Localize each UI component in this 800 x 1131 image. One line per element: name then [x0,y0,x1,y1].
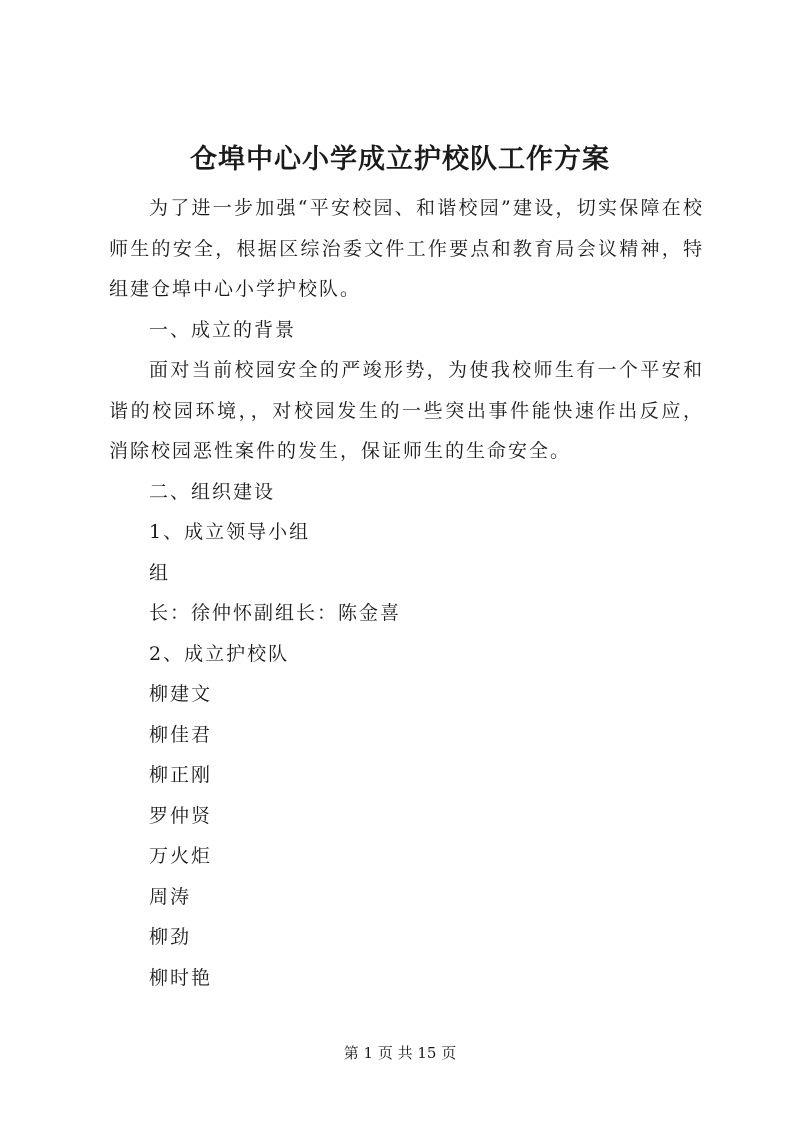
document-title: 仓埠中心小学成立护校队工作方案 [190,144,610,175]
member-name: 万火炬 [149,845,213,867]
leadership-line-2: 长：徐仲怀副组长：陈金喜 [149,602,402,624]
subheading-patrol-team: 2、成立护校队 [149,642,290,665]
member-name: 柳时艳 [149,966,213,989]
member-name: 柳正刚 [149,764,213,786]
document-body [109,188,704,998]
member-name: 罗仲贤 [149,804,213,827]
section-heading-background: 一、成立的背景 [149,318,297,341]
background-paragraph: 面对当前校园安全的严竣形势，为使我校师生有一个平安和谐的校园环境，，对校园发生的一些突出事件能快速作出反应，消除校园恶性案件的发生，保证师生的生命安全。 [109,359,704,462]
page-footer [0,1043,800,1063]
member-name: 周涛 [149,885,192,908]
member-name: 柳建文 [149,683,213,705]
intro-paragraph: 为了进一步加强“平安校园、和谐校园”建设，切实保障在校师生的安全，根据区综治委文件工作要点和教育局会议精神，特组建仓埠中心小学护校队。 [109,197,704,300]
leadership-line-1: 组 [149,561,171,584]
member-name: 柳佳君 [149,723,213,746]
section-heading-organization: 二、组织建设 [149,480,276,503]
member-name: 柳劲 [149,926,192,948]
subheading-leadership: 1、成立领导小组 [149,521,311,543]
page-indicator: 第 1 页 共 15 页 [343,1044,457,1062]
